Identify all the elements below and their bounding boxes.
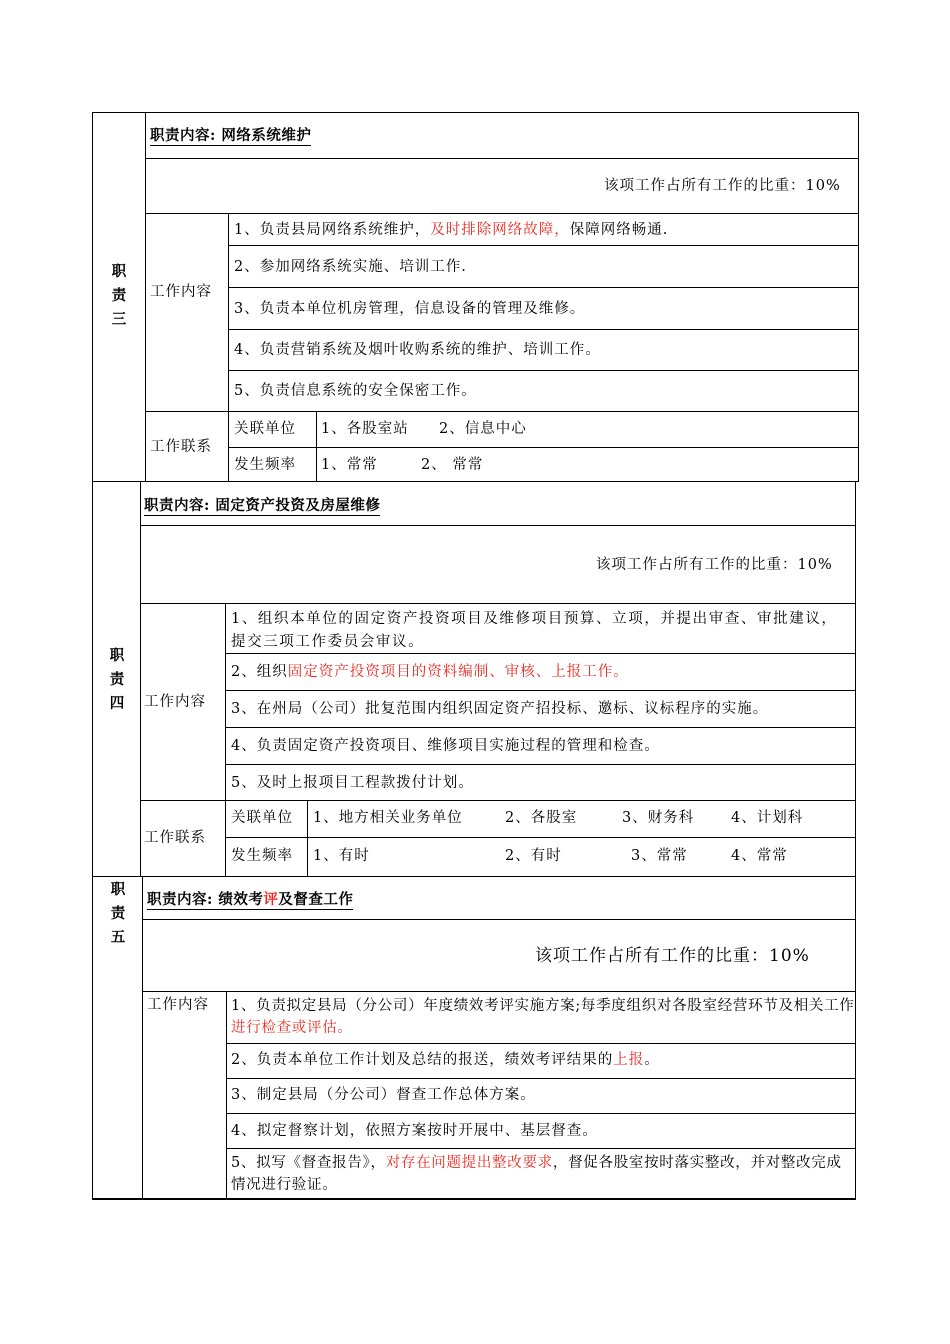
related-unit: 2、信息中心 (439, 421, 527, 437)
work-item: 4、负责固定资产投资项目、维修项目实施过程的管理和检查。 (231, 738, 660, 754)
related-unit: 1、各股室站 (321, 421, 409, 437)
work-item: 2、参加网络系统实施、培训工作. (234, 259, 467, 275)
work-content-label: 工作内容 (150, 284, 212, 300)
frequency-value: 4、常常 (731, 848, 788, 864)
duty-label-char: 责 (110, 905, 126, 922)
duty-label-char: 三 (111, 311, 127, 328)
frequency-value: 3、常常 (631, 848, 688, 864)
work-item: 3、制定县局（分公司）督查工作总体方案。 (231, 1087, 536, 1103)
frequency-value: 1、有时 (313, 848, 370, 864)
work-item: 5、负责信息系统的安全保密工作。 (234, 383, 477, 399)
weight-text: 该项工作占所有工作的比重：10% (596, 557, 833, 573)
work-item: 3、负责本单位机房管理，信息设备的管理及维修。 (234, 301, 586, 317)
duty-label-char: 职 (111, 263, 127, 280)
related-unit: 4、计划科 (731, 810, 804, 826)
duty-label-char: 职 (109, 647, 125, 664)
work-content-label: 工作内容 (147, 997, 209, 1013)
duty-label-char: 五 (110, 929, 126, 946)
work-item: 2、组织固定资产投资项目的资料编制、审核、上报工作。 (231, 664, 629, 680)
work-item: 3、在州局（公司）批复范围内组织固定资产招投标、邀标、议标程序的实施。 (231, 701, 769, 717)
related-unit: 2、各股室 (505, 810, 578, 826)
work-contact-label: 工作联系 (150, 439, 212, 455)
work-item: 1、负责拟定县局（分公司）年度绩效考评实施方案;每季度组织对各股室经营环节及相关工作进行检查或评估。 (231, 998, 855, 1036)
weight-text: 该项工作占所有工作的比重：10% (535, 946, 810, 966)
work-item: 5、及时上报项目工程款拨付计划。 (231, 775, 474, 791)
weight-text: 该项工作占所有工作的比重：10% (604, 178, 841, 194)
related-unit: 3、财务科 (622, 810, 695, 826)
work-item: 2、负责本单位工作计划及总结的报送，绩效考评结果的上报。 (231, 1052, 660, 1068)
frequency-value: 2、有时 (505, 848, 562, 864)
duty-label-char: 四 (109, 695, 125, 712)
duty-label-char: 职 (110, 881, 126, 898)
frequency-value: 2、 常常 (421, 457, 484, 473)
work-content-label: 工作内容 (144, 694, 206, 710)
duty-title: 职责内容: 绩效考评及督查工作 (147, 891, 354, 908)
duty-title: 职责内容: 网络系统维护 (150, 127, 312, 144)
work-item: 1、组织本单位的固定资产投资项目及维修项目预算、立项，并提出审查、审批建议，提交三项工作委员会审议。 (231, 611, 838, 650)
work-item: 4、拟定督察计划，依照方案按时开展中、基层督查。 (231, 1123, 598, 1139)
duty-title: 职责内容: 固定资产投资及房屋维修 (144, 497, 381, 514)
duty-label-char: 责 (111, 287, 127, 304)
frequency-label: 发生频率 (231, 848, 293, 864)
work-item: 1、负责县局网络系统维护，及时排除网络故障，保障网络畅通. (234, 222, 669, 238)
related-unit: 1、地方相关业务单位 (313, 810, 463, 826)
frequency-value: 1、常常 (321, 457, 378, 473)
frequency-label: 发生频率 (234, 457, 296, 473)
related-units-label: 关联单位 (234, 421, 296, 437)
work-item: 5、拟写《督查报告》，对存在问题提出整改要求，督促各股室按时落实整改，并对整改完成情况进行验证。 (231, 1155, 842, 1193)
work-item: 4、负责营销系统及烟叶收购系统的维护、培训工作。 (234, 342, 601, 358)
related-units-label: 关联单位 (231, 810, 293, 826)
work-contact-label: 工作联系 (144, 830, 206, 846)
duty-label-char: 责 (109, 671, 125, 688)
